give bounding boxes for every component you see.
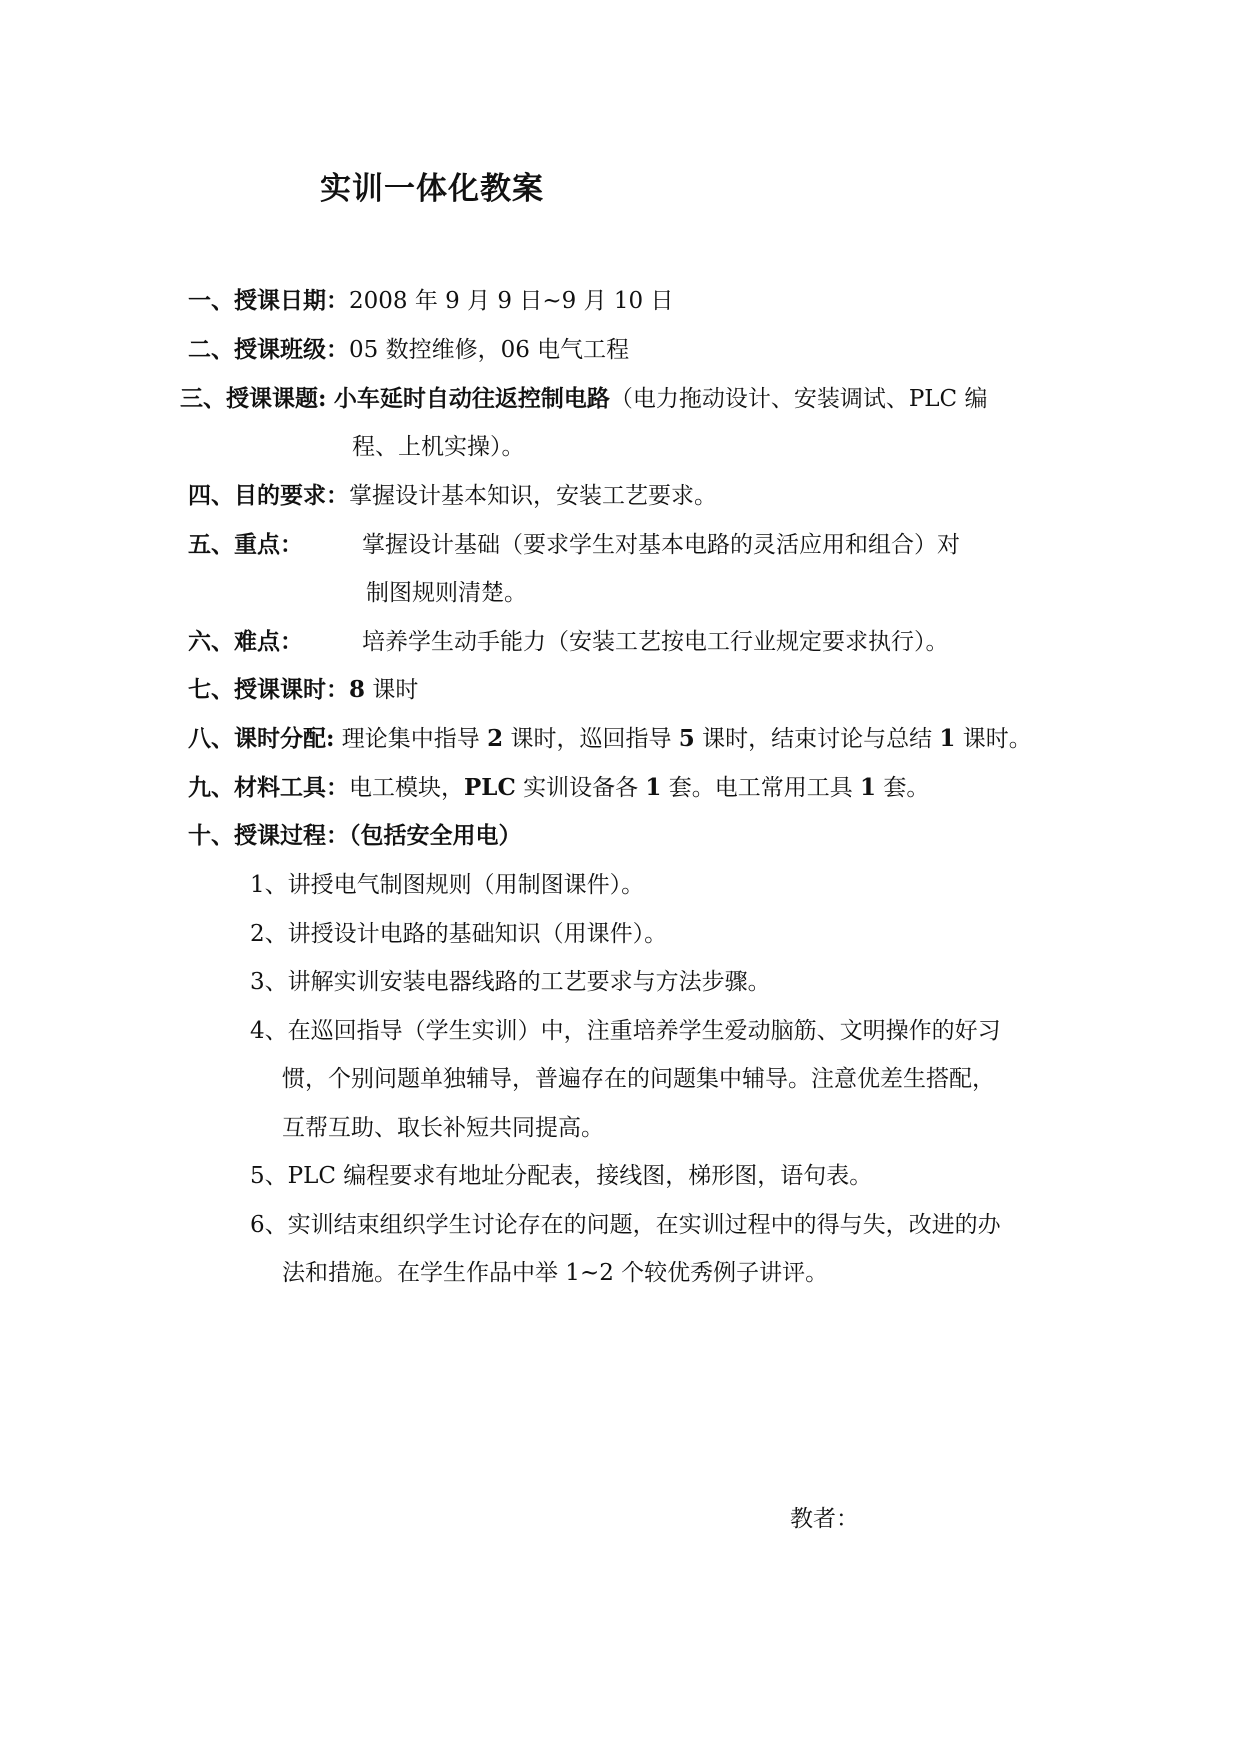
item-allocation-label: 八、课时分配: — [188, 725, 335, 752]
item-class — [188, 335, 629, 365]
item-topic-label: 三、授课课题: — [180, 385, 327, 412]
item-date — [188, 286, 673, 316]
allocation-number-3: 1 — [939, 725, 956, 752]
document-title: 实训一体化教案 — [320, 171, 544, 207]
materials-number-2: 1 — [860, 774, 877, 801]
item-key-continuation: 制图规则清楚。 — [366, 580, 527, 606]
item-topic-value-rest: （电力拖动设计、安装调试、PLC 编 — [609, 386, 988, 412]
allocation-number-1: 2 — [487, 725, 504, 752]
item-process-heading: 十、授课过程：（包括安全用电） — [188, 822, 522, 849]
allocation-text-2: 课时，巡回指导 — [503, 726, 679, 752]
item-key-value: 掌握设计基础（要求学生对基本电路的灵活应用和组合）对 — [362, 532, 960, 558]
item-topic-continuation: 程、上机实操）。 — [352, 434, 525, 460]
step-2: 2、讲授设计电路的基础知识（用课件）。 — [250, 921, 668, 947]
step-4-line-1: 4、在巡回指导（学生实训）中，注重培养学生爱动脑筋、文明操作的好习 — [250, 1018, 1001, 1044]
step-5: 5、PLC 编程要求有地址分配表，接线图，梯形图，语句表。 — [250, 1163, 873, 1189]
item-materials — [188, 773, 929, 803]
item-class-value: 05 数控维修，06 电气工程 — [349, 337, 630, 363]
item-difficulty — [188, 627, 303, 657]
item-key — [188, 530, 303, 560]
step-6-line-1: 6、实训结束组织学生讨论存在的问题，在实训过程中的得与失，改进的办 — [250, 1212, 1001, 1238]
item-goal — [188, 481, 717, 511]
item-topic-value-bold: 小车延时自动往返控制电路 — [333, 385, 610, 412]
item-materials-label: 九、材料工具： — [188, 774, 349, 801]
item-date-value: 2008 年 9 月 9 日~9 月 10 日 — [349, 288, 674, 314]
item-difficulty-value: 培养学生动手能力（安装工艺按电工行业规定要求执行）。 — [362, 629, 949, 655]
materials-text-2: 实训设备各 — [515, 775, 646, 801]
materials-text-1: 电工模块， — [349, 775, 464, 801]
step-3: 3、讲解实训安装电器线路的工艺要求与方法步骤。 — [250, 969, 771, 995]
item-goal-value: 掌握设计基本知识，安装工艺要求。 — [349, 483, 717, 509]
materials-plc: PLC — [464, 774, 516, 801]
item-class-label: 二、授课班级： — [188, 336, 349, 363]
item-date-label: 一、授课日期： — [188, 287, 349, 314]
materials-text-4: 套。 — [876, 775, 930, 801]
allocation-text-4: 课时。 — [955, 726, 1032, 752]
item-hours-label: 七、授课课时： — [188, 676, 349, 703]
item-topic — [180, 384, 987, 414]
teacher-signature-label: 教者： — [790, 1506, 859, 1532]
materials-number-1: 1 — [645, 774, 662, 801]
item-key-label: 五、重点： — [188, 531, 303, 558]
item-hours-number: 8 — [349, 676, 366, 703]
item-goal-label: 四、目的要求： — [188, 482, 349, 509]
allocation-text-3: 课时，结束讨论与总结 — [694, 726, 940, 752]
step-6-line-2: 法和措施。在学生作品中举 1~2 个较优秀例子讲评。 — [282, 1260, 829, 1286]
allocation-number-2: 5 — [678, 725, 695, 752]
item-hours-unit: 课时 — [365, 677, 419, 703]
step-4-line-2: 惯，个别问题单独辅导，普遍存在的问题集中辅导。注意优差生搭配， — [282, 1066, 995, 1092]
materials-text-3: 套。电工常用工具 — [661, 775, 861, 801]
allocation-text-1: 理论集中指导 — [334, 726, 488, 752]
item-allocation — [188, 724, 1032, 754]
step-4-line-3: 互帮互助、取长补短共同提高。 — [282, 1115, 604, 1141]
step-1: 1、讲授电气制图规则（用制图课件）。 — [250, 872, 645, 898]
item-hours — [188, 675, 418, 705]
item-difficulty-label: 六、难点： — [188, 628, 303, 655]
